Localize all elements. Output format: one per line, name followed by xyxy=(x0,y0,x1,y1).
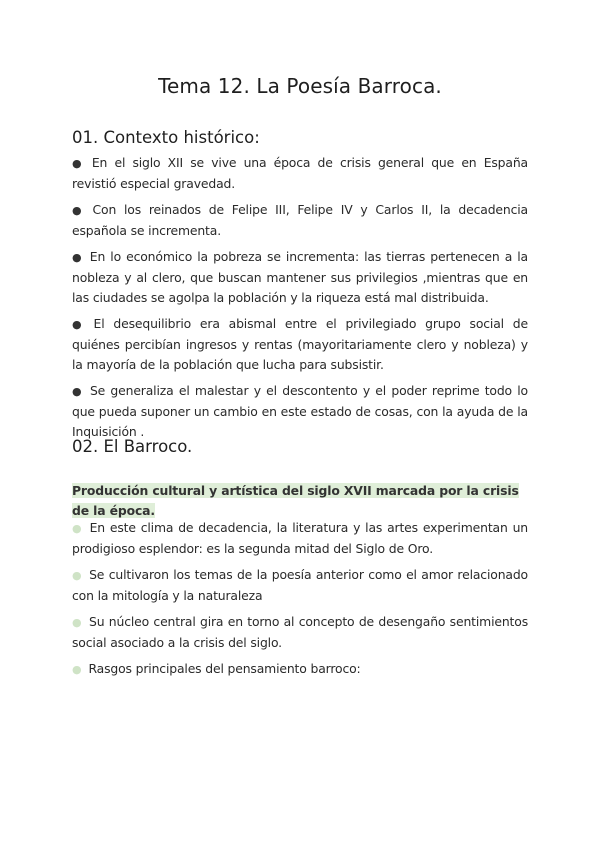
list-item: ● Se generaliza el malestar y el descontento y el poder reprime todo lo que pueda suponer un cambio en este estado de cosas, con la ayuda de la Inquisición . xyxy=(72,383,528,439)
page-title: Tema 12. La Poesía Barroca. xyxy=(158,74,442,98)
list-item: ● El desequilibrio era abismal entre el privilegiado grupo social de quiénes percibían ingresos y rentas (mayoritariamente clero y nobleza) y la mayoría de la población que lucha para subsistir. xyxy=(72,316,529,372)
bullet-icon: ● xyxy=(72,522,83,535)
bullet-icon: ● xyxy=(72,251,83,264)
context-list xyxy=(72,153,528,448)
list-item: ● Se cultivaron los temas de la poesía anterior como el amor relacionado con la mitología y la naturaleza xyxy=(72,567,528,603)
highlighted-definition: Producción cultural y artística del siglo XVII marcada por la crisis de la época. xyxy=(72,483,519,518)
list-item: ● Rasgos principales del pensamiento barroco: xyxy=(72,661,361,676)
list-item: ● En lo económico la pobreza se incrementa: las tierras pertenecen a la nobleza y al clero, que buscan mantener sus privilegios ,mientras que en las ciudades se agolpa la población y la riqueza está mal distribuida. xyxy=(72,249,528,305)
barroco-list xyxy=(72,518,528,686)
bullet-icon: ● xyxy=(72,385,83,398)
bullet-icon: ● xyxy=(72,318,87,331)
list-item: ● En este clima de decadencia, la literatura y las artes experimentan un prodigioso esplendor: es la segunda mitad del Siglo de Oro. xyxy=(72,520,528,556)
list-item: ● Su núcleo central gira en torno al concepto de desengaño sentimientos social asociado a la crisis del siglo. xyxy=(72,614,528,650)
bullet-icon: ● xyxy=(72,663,82,676)
section-heading-context: 01. Contexto histórico: xyxy=(72,128,260,147)
list-item: ● Con los reinados de Felipe III, Felipe IV y Carlos II, la decadencia española se incrementa. xyxy=(72,202,528,238)
bullet-icon: ● xyxy=(72,616,83,629)
bullet-icon: ● xyxy=(72,569,83,582)
bullet-icon: ● xyxy=(72,204,86,217)
list-item: ● En el siglo XII se vive una época de crisis general que en España revistió especial gravedad. xyxy=(72,155,528,191)
section-heading-barroco: 02. El Barroco. xyxy=(72,437,193,456)
bullet-icon: ● xyxy=(72,157,85,170)
